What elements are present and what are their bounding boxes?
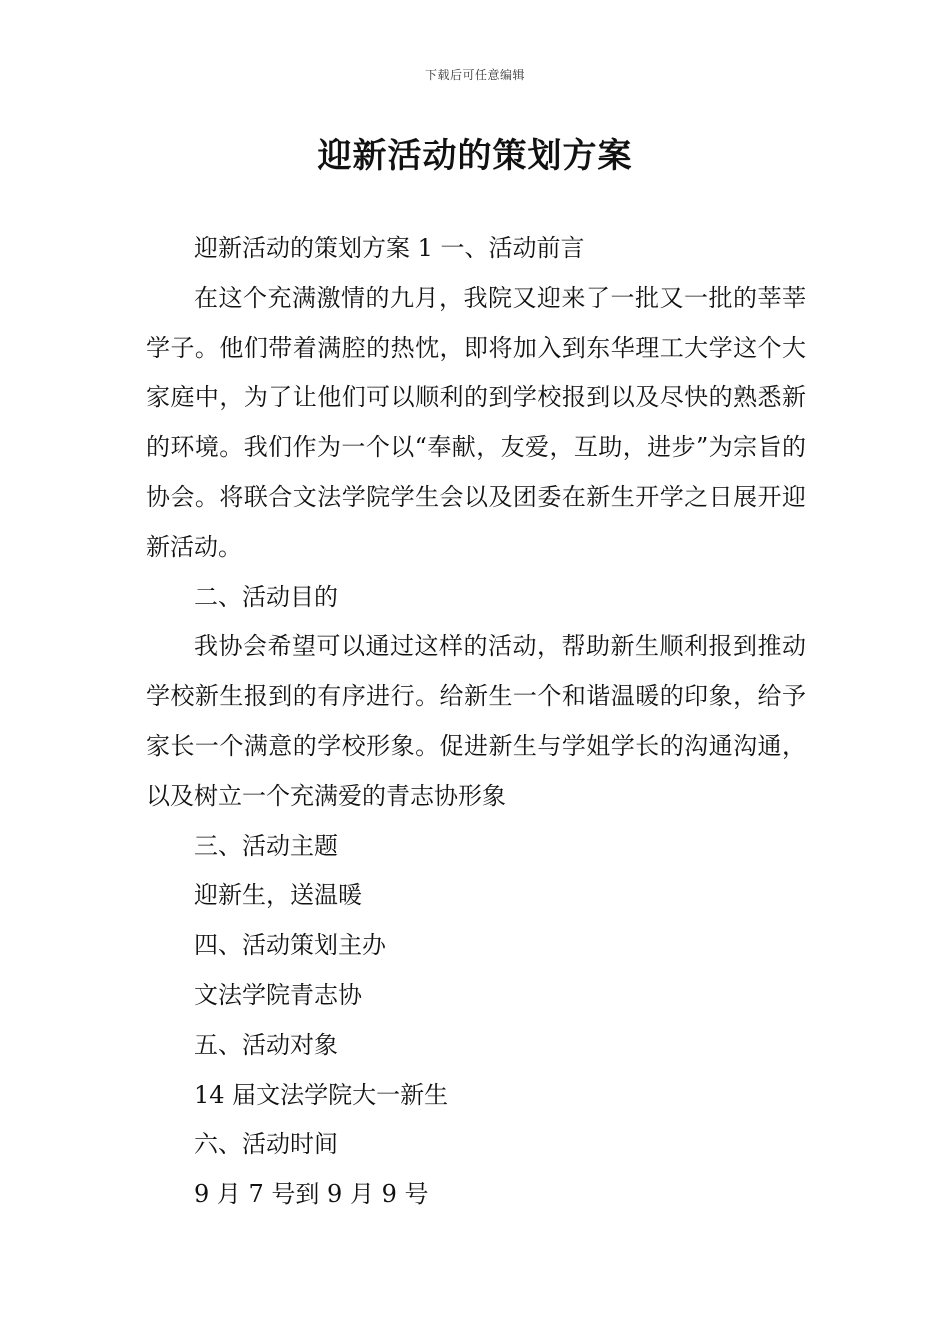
section-heading-organizer: 四、活动策划主办 bbox=[194, 931, 386, 960]
paragraph-time: 9 月 7 号到 9 月 9 号 bbox=[194, 1180, 429, 1209]
paragraph-preface: 在这个充满激情的九月，我院又迎来了一批又一批的莘莘学子。他们带着满腔的热忱，即将加入到东华理工大学这个大家庭中，为了让他们可以顺利的到学校报到以及尽快的熟悉新的环境。我们作为一个以“奉献，友爱，互助，进步”为宗旨的协会。将联合文法学院学生会以及团委在新生开学之日展开迎新活动。 bbox=[146, 283, 806, 561]
paragraph-theme: 迎新生，送温暖 bbox=[194, 881, 362, 910]
section-heading-purpose: 二、活动目的 bbox=[194, 582, 338, 611]
paragraph-audience: 14 届文法学院大一新生 bbox=[194, 1080, 449, 1109]
section-heading-theme: 三、活动主题 bbox=[194, 831, 338, 860]
section-heading-time: 六、活动时间 bbox=[194, 1130, 338, 1159]
header-note: 下载后可任意编辑 bbox=[424, 68, 525, 82]
paragraph-purpose: 我协会希望可以通过这样的活动，帮助新生顺利报到推动学校新生报到的有序进行。给新生一个和谐温暖的印象，给予家长一个满意的学校形象。促进新生与学姐学长的沟通沟通，以及树立一个充满爱的青志协形象 bbox=[146, 632, 806, 810]
paragraph-organizer: 文法学院青志协 bbox=[194, 980, 362, 1009]
paragraph-intro-heading: 迎新活动的策划方案 1 一、活动前言 bbox=[194, 234, 585, 262]
document-title: 迎新活动的策划方案 bbox=[317, 136, 633, 176]
section-heading-audience: 五、活动对象 bbox=[194, 1030, 338, 1059]
document-body bbox=[146, 224, 806, 1220]
